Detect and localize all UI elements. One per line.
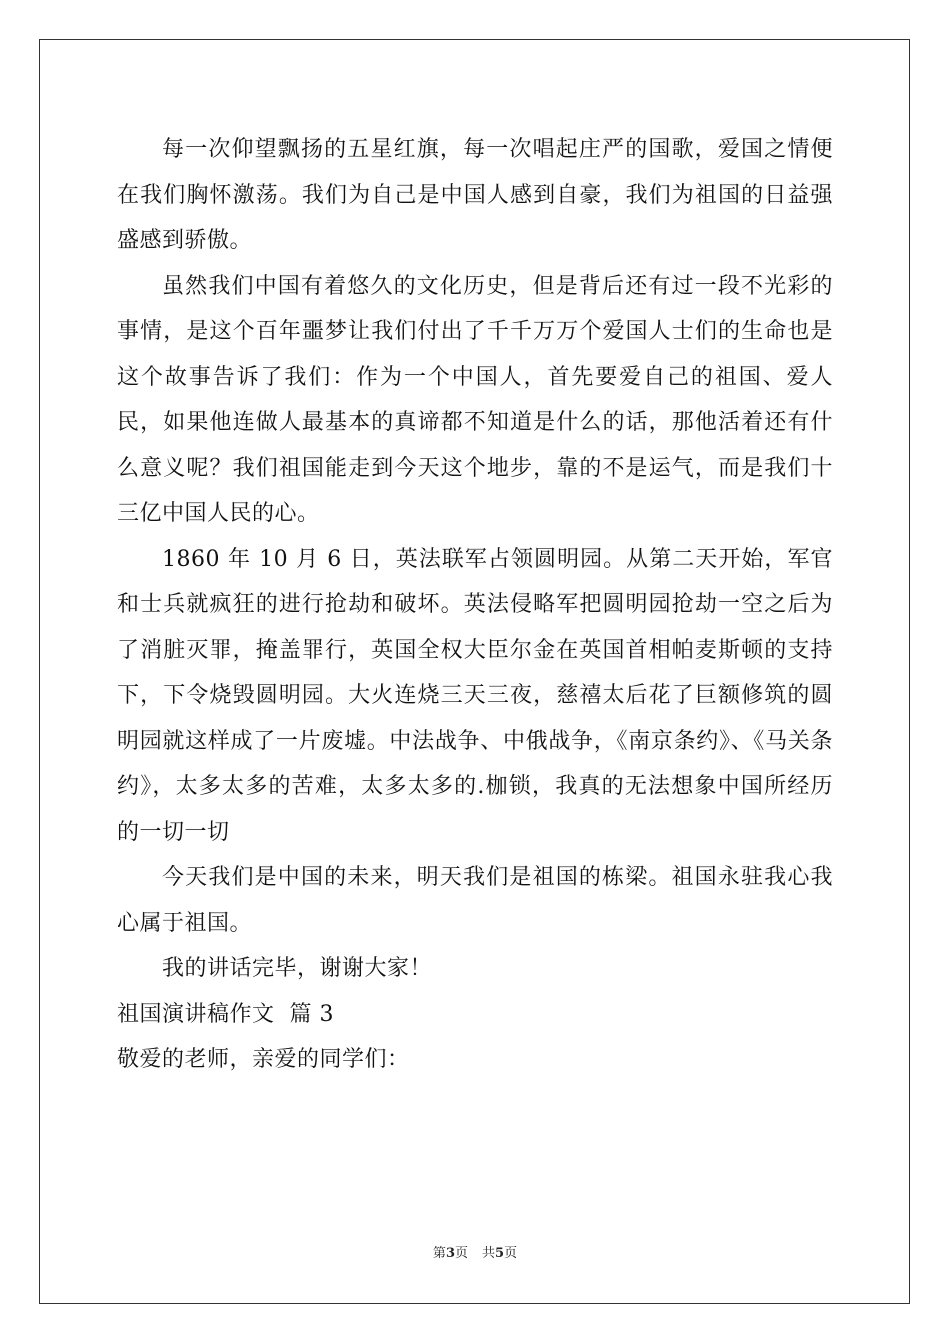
total-unit: 页 <box>504 1246 518 1261</box>
paragraph-5: 我的讲话完毕，谢谢大家！ <box>162 956 433 981</box>
page-prefix: 第 <box>432 1246 446 1261</box>
paragraph-4: 今天我们是中国的未来，明天我们是祖国的栋梁。祖国永驻我心我心属于祖国。 <box>117 865 833 936</box>
page-unit: 页 <box>454 1246 468 1261</box>
salutation: 敬爱的老师，亲爱的同学们： <box>117 1047 410 1072</box>
document-body <box>117 127 833 1083</box>
section-title: 祖国演讲稿作文 篇 3 <box>117 1001 334 1027</box>
total-page-number: 5 <box>495 1246 505 1261</box>
paragraph-2: 虽然我们中国有着悠久的文化历史，但是背后还有过一段不光彩的事情，是这个百年噩梦让我们付出了千千万万个爱国人士们的生命也是这个故事告诉了我们：作为一个中国人，首先要爱自己的祖国、爱人民，如果他连做人最基本的真谛都不知道是什么的话，那他活着还有什么意义呢？我们祖国能走到今天这个地步，靠的不是运气，而是我们十三亿中国人民的心。 <box>117 273 833 526</box>
paragraph-1: 每一次仰望飘扬的五星红旗，每一次唱起庄严的国歌，爱国之情便在我们胸怀激荡。我们为自己是中国人感到自豪，我们为祖国的日益强盛感到骄傲。 <box>117 137 833 253</box>
page-footer <box>0 1246 950 1262</box>
paragraph-3: 1860 年 10 月 6 日，英法联军占领圆明园。从第二天开始，军官和士兵就疯狂的进行抢劫和破坏。英法侵略军把圆明园抢劫一空之后为了消脏灭罪，掩盖罪行，英国全权大臣尔金在英国首相帕麦斯顿的支持下，下令烧毁圆明园。大火连烧三天三夜，慈禧太后花了巨额修筑的圆明园就这样成了一片废墟。中法战争、中俄战争，《南京条约》、《马关条约》，太多太多的苦难，太多太多的.枷锁，我真的无法想象中国所经历的一切一切 <box>117 546 833 845</box>
total-prefix: 共 <box>482 1246 496 1261</box>
current-page-number: 3 <box>445 1246 455 1261</box>
